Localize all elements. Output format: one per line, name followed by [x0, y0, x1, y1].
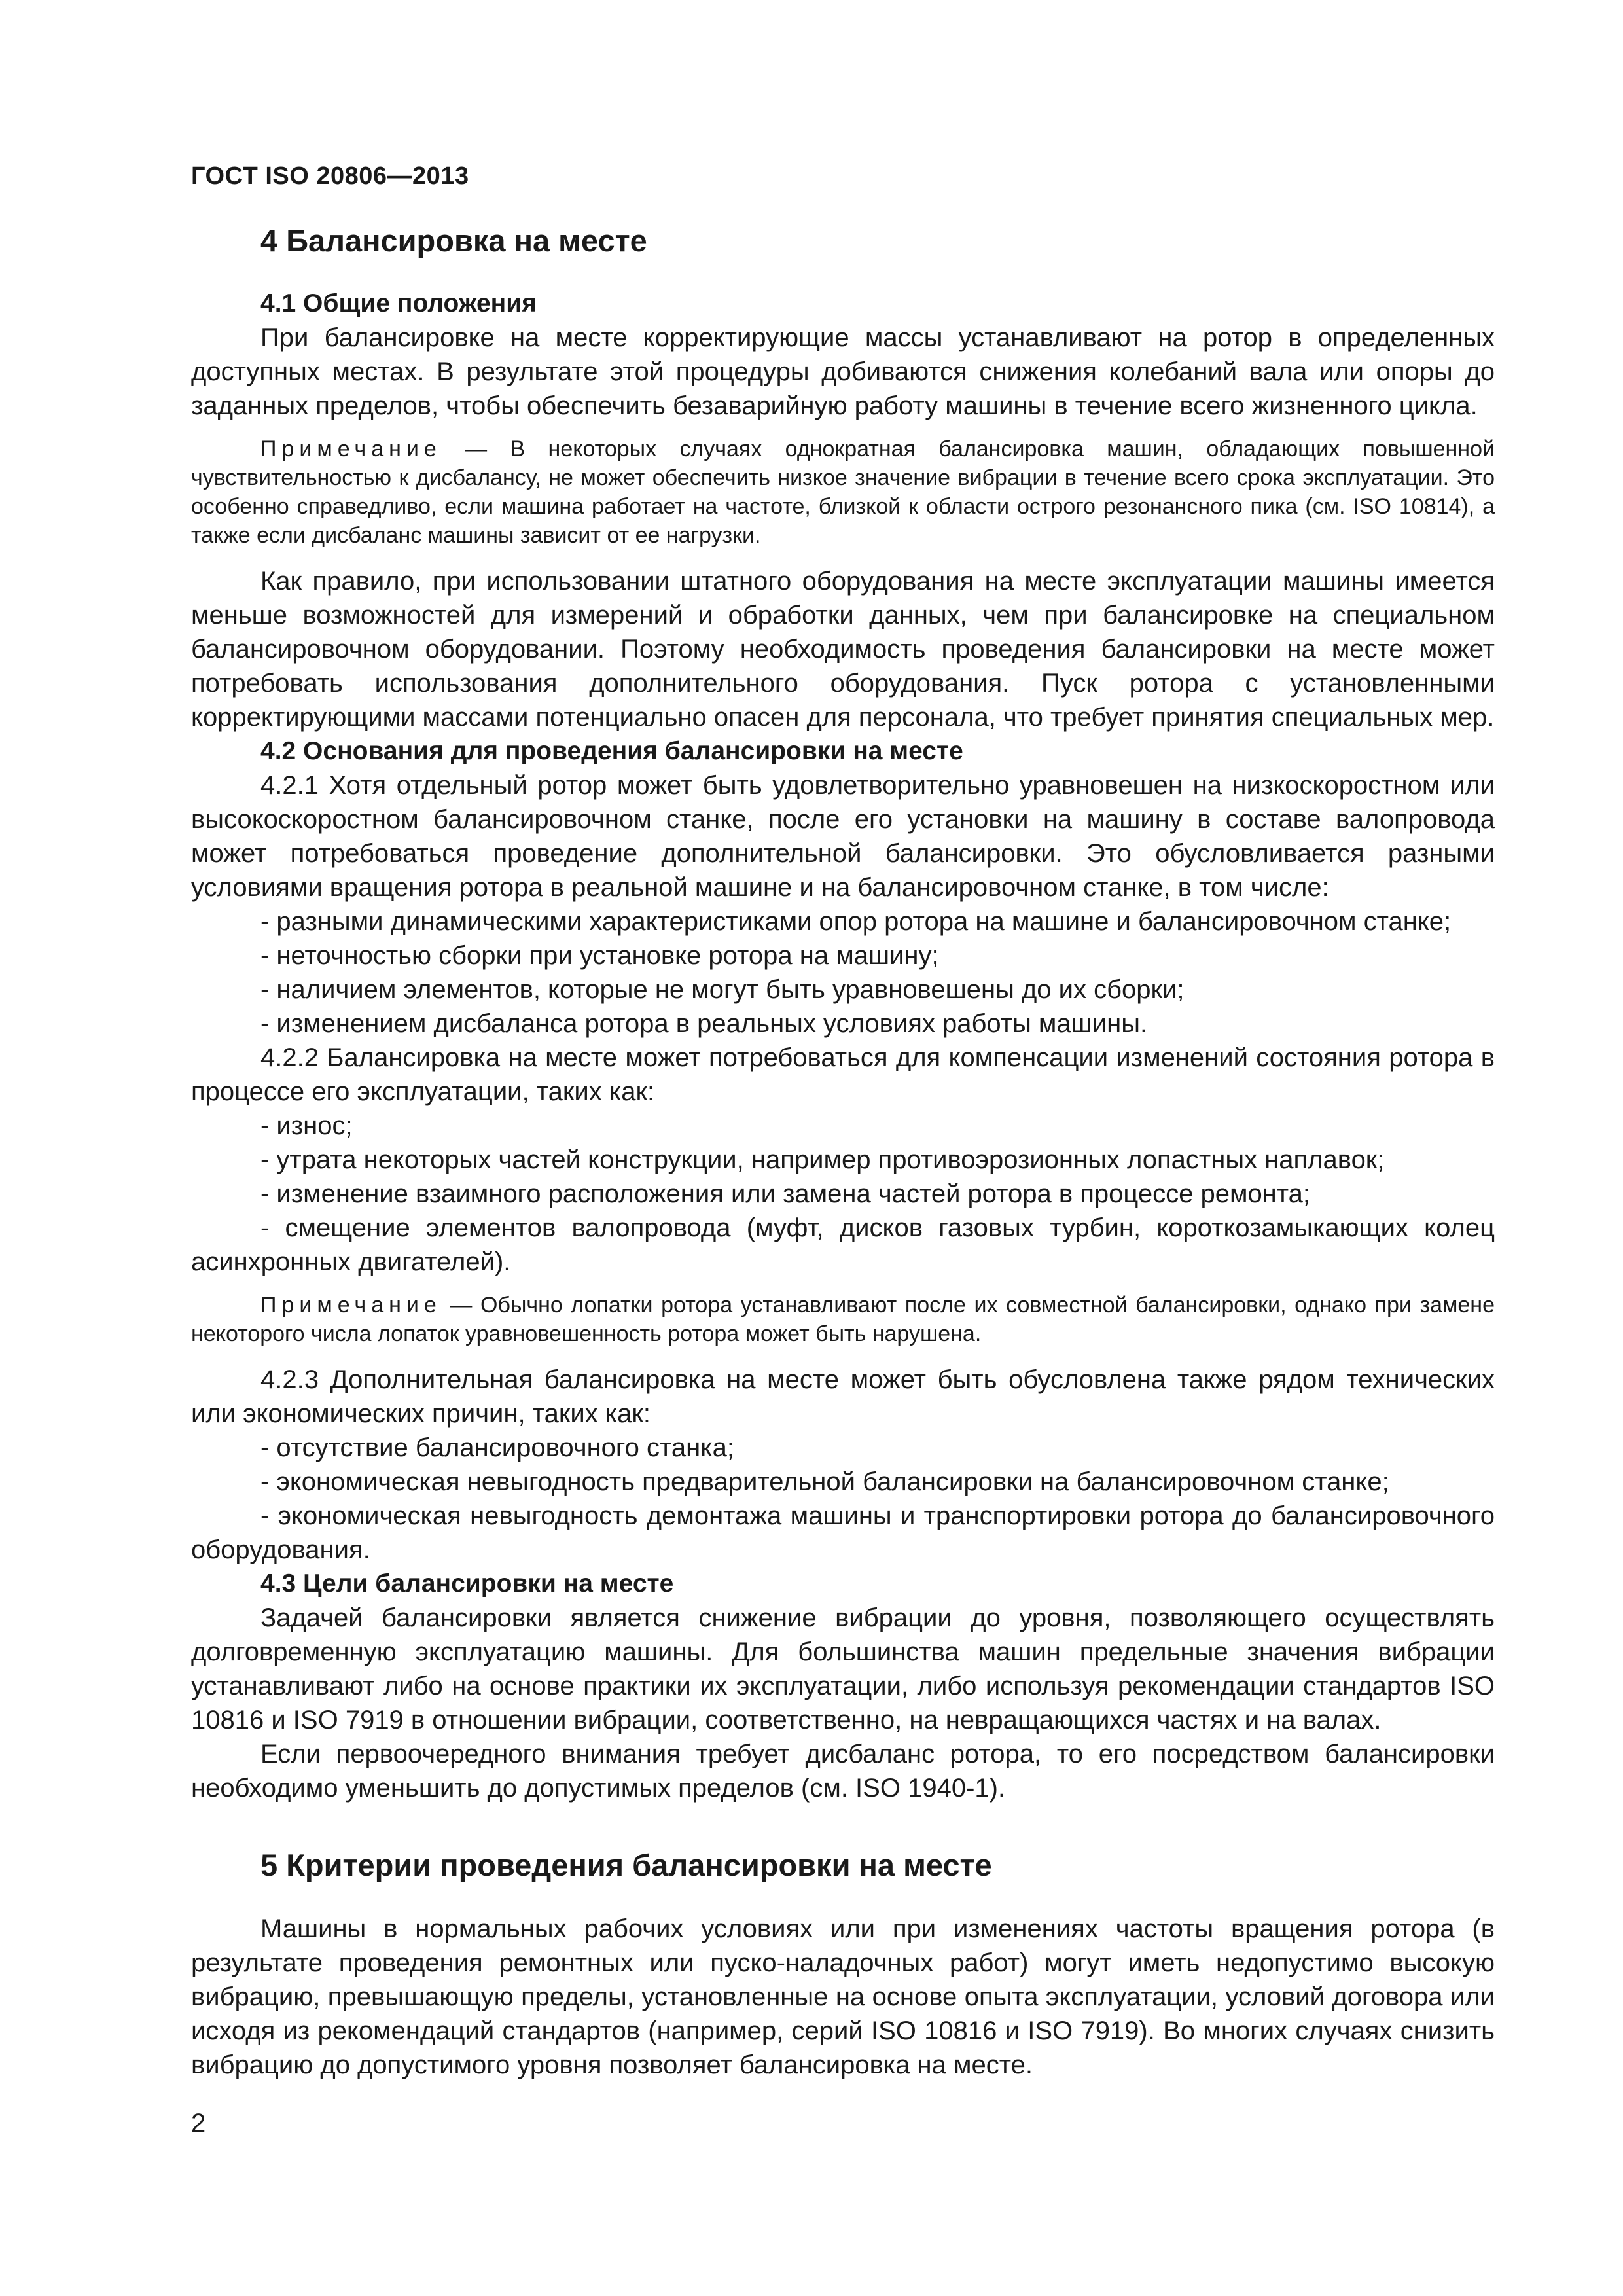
subsection-4-2-title: 4.2 Основания для проведения балансировки на месте	[260, 737, 963, 766]
list-item: - износ;	[260, 1111, 353, 1141]
section-5-title: 5 Критерии проведения балансировки на месте	[260, 1848, 992, 1883]
section-4-title: 4 Балансировка на месте	[260, 223, 647, 258]
list-item: - изменение взаимного расположения или замена частей ротора в процессе ремонта;	[260, 1179, 1311, 1209]
list-item: - наличием элементов, которые не могут быть уравновешены до их сборки;	[260, 975, 1185, 1005]
list-item: - отсутствие балансировочного станка;	[260, 1433, 734, 1463]
document-header: ГОСТ ISO 20806—2013	[191, 162, 469, 190]
list-item: - неточностью сборки при установке ротора на машину;	[260, 941, 939, 971]
paragraph: Как правило, при использовании штатного оборудования на месте эксплуатации машины имеется меньше возможностей для измерений и обработки данных, чем при балансировке на специальном балансировочном оборудовании. Поэтому необходимость проведения балансировки на месте может потребовать использования дополнительного оборудования. Пуск ротора с установленными корректирующими массами потенциально опасен для персонала, что требует принятия специальных мер.	[191, 567, 1495, 732]
subsection-4-3-title: 4.3 Цели балансировки на месте	[260, 1570, 674, 1598]
list-item: - разными динамическими характеристиками опор ротора на машине и балансировочном станке;	[260, 907, 1452, 937]
note-label: Примечание	[260, 1293, 442, 1318]
subsection-4-1-title: 4.1 Общие положения	[260, 289, 537, 318]
paragraph-4-2-3: 4.2.3 Дополнительная балансировка на месте может быть обусловлена также рядом технических или экономических причин, таких как:	[191, 1365, 1495, 1429]
note-label: Примечание	[260, 437, 442, 462]
list-item: - изменением дисбаланса ротора в реальных условиях работы машины.	[260, 1009, 1148, 1039]
list-item: - экономическая невыгодность предварительной балансировки на балансировочном станке;	[260, 1467, 1389, 1497]
paragraph-4-2-1: 4.2.1 Хотя отдельный ротор может быть удовлетворительно уравновешен на низкоскоростном или высокоскоростном балансировочном станке, после его установки на машину в составе валопровода может потребоваться проведение дополнительной балансировки. Это обусловливается разными условиями вращения ротора в реальной машине и на балансировочном станке, в том числе:	[191, 771, 1495, 903]
paragraph: Машины в нормальных рабочих условиях или при изменениях частоты вращения ротора (в результате проведения ремонтных или пуско-наладочных работ) могут иметь недопустимо высокую вибрацию, превышающую пределы, установленные на основе опыта эксплуатации, условий договора или исходя из рекомендаций стандартов (например, серий ISO 10816 и ISO 7919). Во многих случаях снизить вибрацию до допустимого уровня позволяет балансировка на месте.	[191, 1914, 1495, 2079]
note-text: — Обычно лопатки ротора устанавливают после их совместной балансировки, однако при замене некоторого числа лопаток уравновешенность ротора может быть нарушена.	[191, 1293, 1495, 1347]
list-item: - экономическая невыгодность демонтажа машины и транспортировки ротора до балансировочного оборудования.	[191, 1501, 1495, 1565]
page-number: 2	[191, 2109, 206, 2138]
paragraph: Если первоочередного внимания требует дисбаланс ротора, то его посредством балансировки необходимо уменьшить до допустимых пределов (см. ISO 1940-1).	[191, 1740, 1495, 1803]
paragraph: При балансировке на месте корректирующие массы устанавливают на ротор в определенных доступных местах. В результате этой процедуры добиваются снижения колебаний вала или опоры до заданных пределов, чтобы обеспечить безаварийную работу машины в течение всего жизненного цикла.	[191, 323, 1495, 421]
list-item: - смещение элементов валопровода (муфт, дисков газовых турбин, короткозамыкающих колец асинхронных двигателей).	[191, 1213, 1495, 1277]
paragraph: Задачей балансировки является снижение вибрации до уровня, позволяющего осуществлять долговременную эксплуатацию машины. Для большинства машин предельные значения вибрации устанавливают либо на основе практики их эксплуатации, либо используя рекомендации стандартов ISO 10816 и ISO 7919 в отношении вибрации, соответственно, на невращающихся частях и на валах.	[191, 1604, 1495, 1735]
list-item: - утрата некоторых частей конструкции, например противоэрозионных лопастных наплавок;	[260, 1145, 1385, 1175]
note	[191, 1291, 1495, 1348]
note	[191, 435, 1495, 550]
paragraph-4-2-2: 4.2.2 Балансировка на месте может потребоваться для компенсации изменений состояния ротора в процессе его эксплуатации, таких как:	[191, 1043, 1495, 1107]
page-body	[191, 223, 1495, 2082]
note-text: — В некоторых случаях однократная балансировка машин, обладающих повышенной чувствительностью к дисбалансу, не может обеспечить низкое значение вибрации в течение всего срока эксплуатации. Это особенно справедливо, если машина работает на частоте, близкой к области острого резонансного пика (см. ISO 10814), а также если дисбаланс машины зависит от ее нагрузки.	[191, 437, 1495, 548]
